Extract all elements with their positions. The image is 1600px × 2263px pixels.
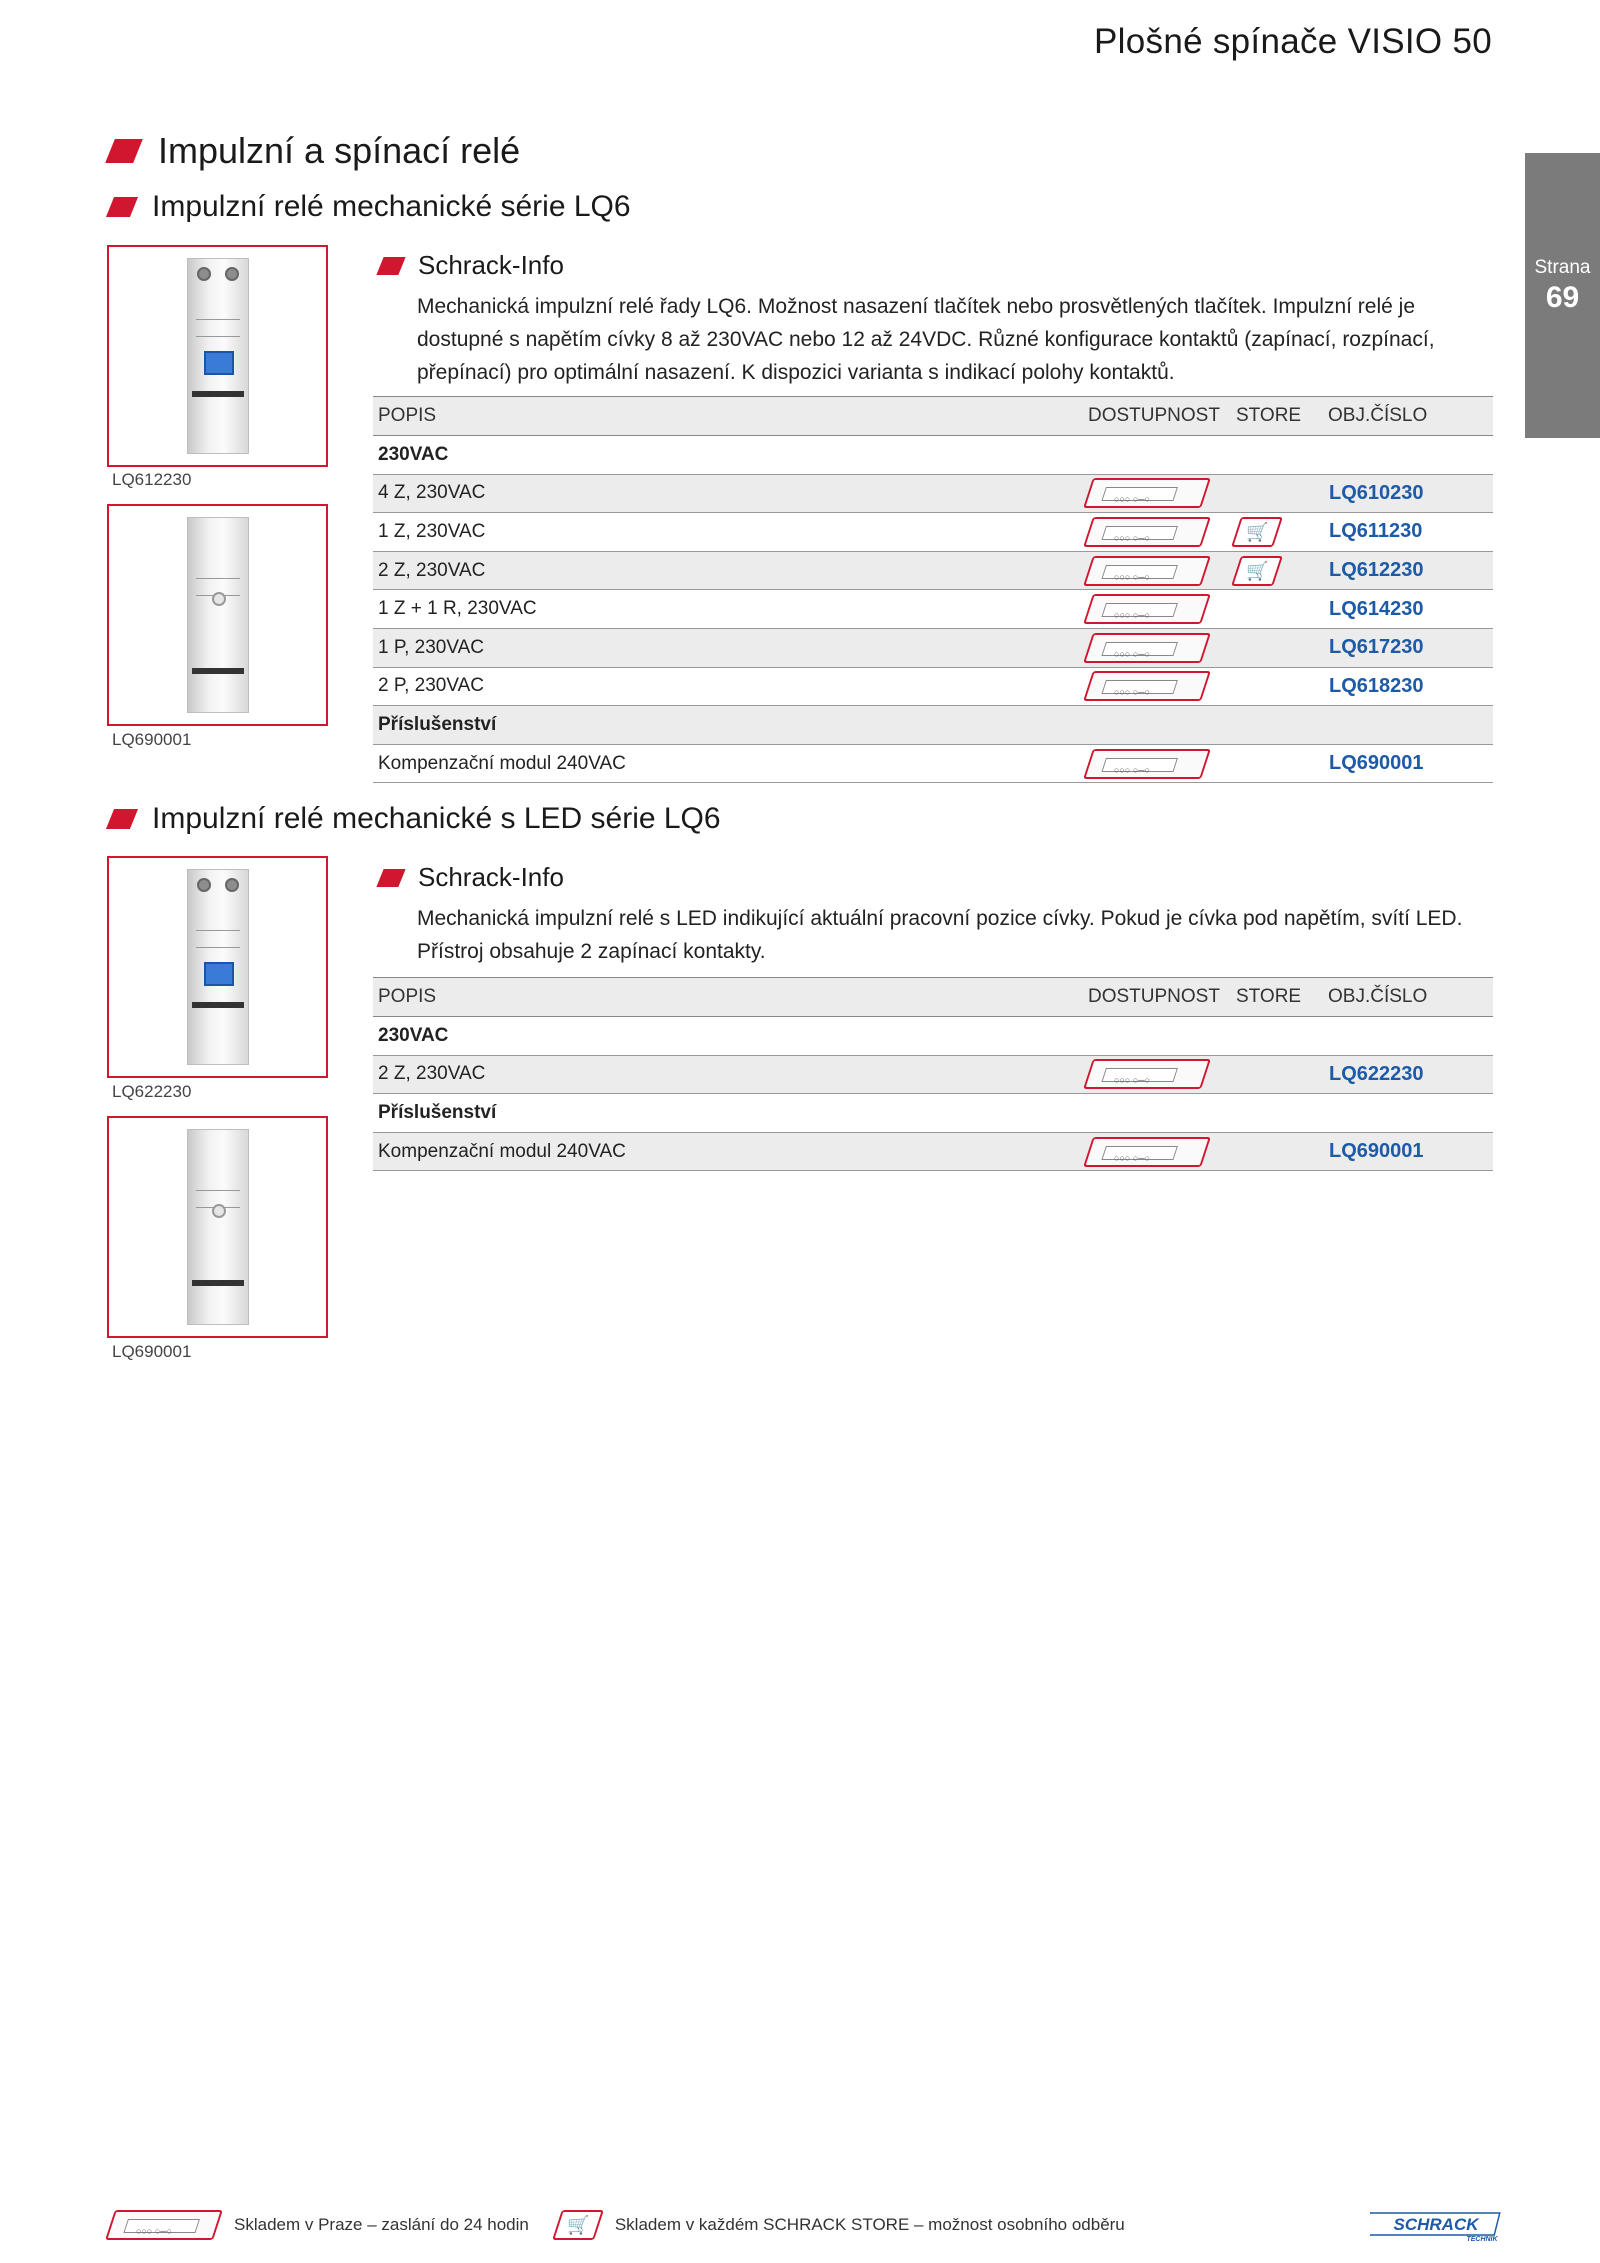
delivery-truck-icon <box>1083 1137 1211 1167</box>
delivery-truck-icon <box>1083 594 1211 624</box>
info-paragraph <box>417 290 1497 389</box>
page-title: Plošné spínače VISIO 50 <box>1094 22 1492 61</box>
delivery-truck-icon <box>1083 671 1211 701</box>
table-row <box>373 1055 1493 1094</box>
col-header-dostupnost: DOSTUPNOST <box>1083 978 1231 1017</box>
col-header-dostupnost: DOSTUPNOST <box>1083 397 1231 436</box>
delivery-truck-icon <box>1083 556 1211 586</box>
table-header-row <box>373 978 1493 1017</box>
row-description: Kompenzační modul 240VAC <box>373 1132 1083 1171</box>
red-flag-icon <box>376 869 405 887</box>
info-line: Mechanická impulzní relé s LED indikující aktuální pracovní pozice cívky. Pokud je cívka pod napětím, svítí LED. <box>417 907 1463 930</box>
row-description: 2 Z, 230VAC <box>373 551 1083 590</box>
table-row <box>373 474 1493 513</box>
group-label: Příslušenství <box>373 706 1493 745</box>
row-description: 4 Z, 230VAC <box>373 474 1083 513</box>
module-illustration <box>187 517 249 713</box>
logo-main-text: SCHRACK <box>1393 2215 1479 2234</box>
order-code-link[interactable]: LQ617230 <box>1323 628 1493 667</box>
group-label: 230VAC <box>373 1017 1493 1056</box>
store-cart-icon: 🛒 <box>1231 556 1283 586</box>
schrack-info-heading <box>380 250 564 281</box>
delivery-truck-icon <box>1083 478 1211 508</box>
info-line: přepínací) pro optimální nasazení. K dispozici varianta s indikací polohy kontaktů. <box>417 361 1175 384</box>
red-flag-icon <box>105 139 143 163</box>
row-description: 2 P, 230VAC <box>373 667 1083 706</box>
red-flag-icon <box>106 197 138 217</box>
group-title: Impulzní relé mechanické s LED série LQ6 <box>152 802 721 835</box>
table-group-row <box>373 706 1493 745</box>
order-code-link[interactable]: LQ618230 <box>1323 667 1493 706</box>
footer-legend <box>110 2210 1125 2240</box>
store-cart-icon: 🛒 <box>552 2210 604 2240</box>
table-row <box>373 628 1493 667</box>
delivery-truck-icon <box>1083 517 1211 547</box>
info-title: Schrack-Info <box>418 862 564 892</box>
table-row <box>373 513 1493 552</box>
order-code-link[interactable]: LQ612230 <box>1323 551 1493 590</box>
page-side-tab <box>1525 153 1600 438</box>
table-row <box>373 1132 1493 1171</box>
col-header-obj-cislo: OBJ.ČÍSLO <box>1323 397 1493 436</box>
relay-illustration <box>187 258 249 454</box>
red-flag-icon <box>376 257 405 275</box>
info-paragraph <box>417 902 1497 968</box>
section-title: Impulzní a spínací relé <box>158 130 521 171</box>
section-heading <box>110 130 520 172</box>
delivery-truck-icon <box>1083 749 1211 779</box>
module-illustration <box>187 1129 249 1325</box>
product-image-lq690001 <box>107 1116 328 1338</box>
product-image-caption: LQ622230 <box>112 1082 192 1101</box>
product-table <box>373 977 1493 1171</box>
relay-illustration <box>187 869 249 1065</box>
table-row <box>373 551 1493 590</box>
col-header-obj-cislo: OBJ.ČÍSLO <box>1323 978 1493 1017</box>
product-image-caption: LQ612230 <box>112 470 192 489</box>
product-image-lq690001 <box>107 504 328 726</box>
table-group-row <box>373 1094 1493 1133</box>
order-code-link[interactable]: LQ622230 <box>1323 1055 1493 1094</box>
table-group-row <box>373 1017 1493 1056</box>
row-description: 1 Z + 1 R, 230VAC <box>373 590 1083 629</box>
group-label: Příslušenství <box>373 1094 1493 1133</box>
legend-truck-text: Skladem v Praze – zaslání do 24 hodin <box>234 2215 529 2234</box>
row-description: 2 Z, 230VAC <box>373 1055 1083 1094</box>
group-heading-lq6-led <box>110 802 721 836</box>
col-header-store: STORE <box>1231 397 1323 436</box>
row-description: 1 Z, 230VAC <box>373 513 1083 552</box>
info-title: Schrack-Info <box>418 250 564 280</box>
side-tab-page-number: 69 <box>1545 281 1580 314</box>
product-image-lq622230 <box>107 856 328 1078</box>
info-line: dostupné s napětím cívky 8 až 230VAC nebo 12 až 24VDC. Různé konfigurace kontaktů (zapínací, rozpínací, <box>417 328 1435 351</box>
schrack-info-heading <box>380 862 564 893</box>
delivery-truck-icon <box>105 2210 223 2240</box>
table-header-row <box>373 397 1493 436</box>
legend-store-text: Skladem v každém SCHRACK STORE – možnost osobního odběru <box>614 2215 1125 2234</box>
product-image-lq612230 <box>107 245 328 467</box>
table-row <box>373 667 1493 706</box>
group-heading-lq6 <box>110 190 631 224</box>
red-flag-icon <box>106 809 138 829</box>
store-cart-icon: 🛒 <box>1231 517 1283 547</box>
table-row <box>373 590 1493 629</box>
delivery-truck-icon <box>1083 1059 1211 1089</box>
col-header-popis: POPIS <box>373 397 1083 436</box>
order-code-link[interactable]: LQ610230 <box>1323 474 1493 513</box>
product-image-caption: LQ690001 <box>112 1342 192 1361</box>
col-header-store: STORE <box>1231 978 1323 1017</box>
row-description: Kompenzační modul 240VAC <box>373 744 1083 783</box>
order-code-link[interactable]: LQ690001 <box>1323 744 1493 783</box>
order-code-link[interactable]: LQ611230 <box>1323 513 1493 552</box>
table-row <box>373 744 1493 783</box>
order-code-link[interactable]: LQ690001 <box>1323 1132 1493 1171</box>
group-title: Impulzní relé mechanické série LQ6 <box>152 190 631 223</box>
product-table <box>373 396 1493 783</box>
order-code-link[interactable]: LQ614230 <box>1323 590 1493 629</box>
info-line: Mechanická impulzní relé řady LQ6. Možnost nasazení tlačítek nebo prosvětlených tlačítek. Impulzní relé je <box>417 295 1415 318</box>
info-line: Přístroj obsahuje 2 zapínací kontakty. <box>417 940 766 963</box>
row-description: 1 P, 230VAC <box>373 628 1083 667</box>
group-label: 230VAC <box>373 436 1493 475</box>
delivery-truck-icon <box>1083 633 1211 663</box>
logo-sub-text: TECHNIK <box>1466 2236 1498 2242</box>
table-group-row <box>373 436 1493 475</box>
schrack-logo <box>1370 2212 1505 2242</box>
col-header-popis: POPIS <box>373 978 1083 1017</box>
product-image-caption: LQ690001 <box>112 730 192 749</box>
side-tab-label: Strana <box>1534 257 1591 278</box>
